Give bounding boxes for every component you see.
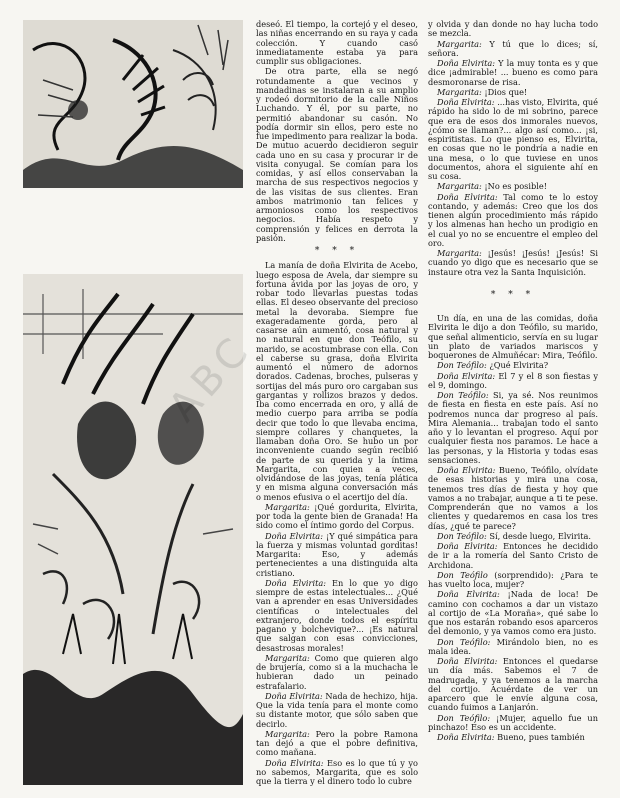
hands-drawing-icon <box>23 20 243 188</box>
speaker-name: Margarita: <box>437 181 482 192</box>
paragraph: Don Teófilo: ¡Mujer, aquello fue un pinchazo! Eso es un accidente. <box>428 712 598 732</box>
top-illustration <box>23 20 243 188</box>
paragraph: La manía de doña Elvirita de Acebo, luego esposa de Avela, dar siempre su fortuna ávida por las joyas de oro, y robar todo llevarlas puestas todas ellas. El deseo observante del precioso metal la devoraba. Siempre fue exageradamente gorda, pero al casarse aún aumentó, cosa natural y no natural en que don Teófilo, su marido, se acostumbrase con ella. Con el caberse su grasa, doña Elvirita aumentó el número de adornos dorados. Cadenas, broches, pulseras y sortijas del más puro oro cargaban sus gargantas y rollizos brazos y dedos. Iba como encerrada en oro, y allá de medio cuerpo para arriba se podía decir que todo lo que llevaba encima, siempre collares y chanquetes, la llamaban doña Oro. Se hubo un por inconveniente cuando según recibió de parte de su querida y la íntima Margarita, con quien a veces, olvidándose de las joyas, tenía plática y en misma alguna conversación más o menos efusiva o el acertijo del día. <box>256 260 418 502</box>
paragraph: y olvida y dan donde no hay lucha todo se mezcla. <box>428 19 598 39</box>
paragraph: Margarita: ¡Dios que! <box>437 86 528 97</box>
speaker-name: Doña Elvirita: <box>437 589 500 600</box>
speaker-name: Doña Elvirita: <box>265 757 324 768</box>
figures-drawing-icon <box>23 274 243 785</box>
paragraph: Don Teófilo: Si, ya sé. Nos reunimos de fiesta en fiesta en este país. Así no podremos nunca dar progreso al país. Mira Alemania... trabajan todo el santo año y lo levantan el progreso. Aquí por cualquier fiesta nos paramos. Le hace a las personas, y la Historia y todas esas sensaciones. <box>428 390 598 465</box>
speaker-name: Doña Elvirita: <box>265 690 323 701</box>
bottom-illustration <box>23 274 243 785</box>
speaker-name: Doña Elvirita: <box>437 732 495 742</box>
speaker-name: Don Teófilo: <box>437 360 487 371</box>
speaker-name: Doña Elvirita: <box>437 656 498 666</box>
speaker-name: Margarita: <box>437 248 482 258</box>
speaker-name: Margarita: <box>437 86 482 97</box>
paragraph: Don Teófilo: ¿Qué Elvirita? <box>437 360 549 371</box>
speaker-name: Margarita: <box>265 652 310 663</box>
section-separator: * * * <box>490 289 536 300</box>
paragraph: Don Teófilo: Mirándolo bien, no es mala idea. <box>428 636 598 656</box>
paragraph: Doña Elvirita: El 7 y el 8 son fiestas y el 9, domingo. <box>428 370 598 390</box>
paragraph: Margarita: Y tú que lo dices; sí, señora. <box>428 38 598 58</box>
speaker-name: Doña Elvirita: <box>437 465 496 475</box>
right-text-column <box>428 20 598 743</box>
paragraph: Margarita: ¡Jesús! ¡Jesús! ¡Jesús! Si cuando yo digo que es necesario que se instaure otra vez la Santa Inquisición. <box>428 248 598 277</box>
paragraph: Doña Elvirita: Nada de hechizo, hija. Que la vida tenía para el monte como su distante motor, que sólo saben que decirlo. <box>256 690 418 729</box>
paragraph: De otra parte, ella se negó rotundamente a que vecinos y mandadinas se instalaran a su amplio y rodeó dormitorio de la calle Niños Luchando. Y él, por su parte, no permitió abandonar su casón. No podía dormir sin ellos, pero este no fue impedimento para realizar la boda. De mutuo acuerdo decidieron seguir cada uno en su casa y procurar ir de visita conyugal. Se comían para los comidas, y así ellos conservaban la marcha de sus respectivos negocios y de las visitas de sus clientes. Eran ambos matrimonio tan felices y armoniosos como los respectivos negocios. Había respeto y comprensión y felices en derrota la pasión. <box>256 66 418 243</box>
middle-text-column <box>256 20 418 787</box>
speaker-name: Doña Elvirita: <box>437 58 496 68</box>
paragraph: Doña Elvirita: Tal como te lo estoy contando, y además: Creo que los dos tienen algún procedimiento más rápido y los almenas han hecho un prodigio en el cual yo no se encuentre el empleo del oro. <box>428 191 598 248</box>
paragraph: Margarita: ¡No es posible! <box>437 181 547 192</box>
speaker-name: Margarita: <box>437 38 482 49</box>
paragraph: Doña Elvirita: Eso es lo que tú y yo no sabemos, Margarita, que es solo que la tierra y el dinero todo lo cubre <box>256 757 418 786</box>
paragraph: Doña Elvirita: Bueno, Teófilo, olvídate de esas historias y mira una cosa, tenemos tres días de fiesta y hoy que vamos a no trabajar, aunque a ti te pese. Comprenderán que no vamos a los clientes y quedaremos en casa los tres días, ¿qué te parece? <box>428 465 598 531</box>
speaker-name: Doña Elvirita: <box>437 97 495 107</box>
speaker-name: Doña Elvirita: <box>265 530 323 541</box>
speaker-name: Doña Elvirita: <box>437 191 498 202</box>
paragraph: Margarita: ¡Qué gordurita, Elvirita, por toda la gente bien de Granada! Ha sido como el íntimo gordo del Corpus. <box>256 501 418 531</box>
paragraph: Doña Elvirita: ...has visto, Elvirita, qué rápido ha sido lo de mi sobrino, parece que era de esos dos inmorales nuevos, ¿cómo se llaman?... algo así como... ¡si, espiritistas. Lo que pienso es, Elvirita, en cosas que no le pondría a nadie en una mesa, o lo que tuviese en unos documentos, ahora el siguiente ahí en su cosa. <box>428 97 598 181</box>
speaker-name: Doña Elvirita: <box>265 577 326 588</box>
paragraph: Doña Elvirita: Bueno, pues también <box>437 732 585 742</box>
speaker-name: Don Teófilo: <box>437 712 491 723</box>
paragraph: Don Teófilo: Sí, desde luego, Elvirita. <box>437 530 592 541</box>
paragraph: Don Teófilo (sorprendido): ¿Para te has vuelto loca, mujer? <box>428 569 598 589</box>
paragraph: Margarita: Pero la pobre Ramona tan dejó a que el pobre definitiva, como mañana. <box>256 728 418 758</box>
speaker-name: Doña Elvirita: <box>437 541 498 551</box>
paragraph: Doña Elvirita: Entonces el quedarse un día más. Sabemos el 7 de madrugada, y ya tenemos a la marcha del cortijo. Acuérdate de ver un aparcero que le envíe alguna cosa, cuando fuimos a Lanjarón. <box>428 656 598 713</box>
section-separator: * * * <box>314 246 360 256</box>
paragraph: Margarita: Como que quieren algo de brujería, como si a la muchacha le hubieran dado un peinado estrafalario. <box>256 652 418 691</box>
paragraph: Doña Elvirita: En lo que yo digo siempre de estas intelectuales... ¿Qué van a aprender en esas Universidades científicas o intelectuales del extranjero, donde todos el espíritu pagano y bolchevique?... ¡Es natural que salgan con esas convicciones, desastrosas morales! <box>256 577 418 653</box>
speaker-name: Don Teófilo <box>437 569 488 580</box>
paragraph: deseó. El tiempo, la cortejó y el deseo, las niñas encerrando en su raya y cada colección. Y cuando casó inmediatamente estaba ya para cumplir sus obligaciones. <box>256 19 418 66</box>
speaker-name: Don Teófilo: <box>437 390 489 400</box>
paragraph: Un día, en una de las comidas, doña Elvirita le dijo a don Teófilo, su marido, que señal alimenticio, servía en su lugar un plato de variados mariscos y boquerones de Almuñécar: Mira, Teófilo. <box>428 313 598 360</box>
paragraph: Doña Elvirita: Y la muy tonta es y que dice ¡admirable! ... bueno es como para desmoronarse de risa. <box>428 58 598 87</box>
speaker-name: Margarita: <box>265 728 310 739</box>
speaker-name: Doña Elvirita: <box>437 370 496 381</box>
paragraph: Doña Elvirita: ¡Nada de loca! De camino con cochamos a dar un vistazo al cortijo de «La Moraña», qué sabe lo que nos estarán robando esos aparceros del demonio, y ya vamos como era justo. <box>428 589 599 637</box>
speaker-name: Don Teófilo: <box>437 530 487 541</box>
paragraph: Doña Elvirita: Entonces he decidido de ir a la romería del Santo Cristo de Archidona. <box>428 541 598 570</box>
speaker-name: Don Teófilo: <box>437 636 491 647</box>
paragraph: Doña Elvirita: ¡Y qué simpática para la fuerza y mismas voluntad gorditas! Margarita: Eso, y además pertenecientes a una distinguida alta cristiano. <box>256 530 418 578</box>
speaker-name: Margarita: <box>265 501 310 512</box>
